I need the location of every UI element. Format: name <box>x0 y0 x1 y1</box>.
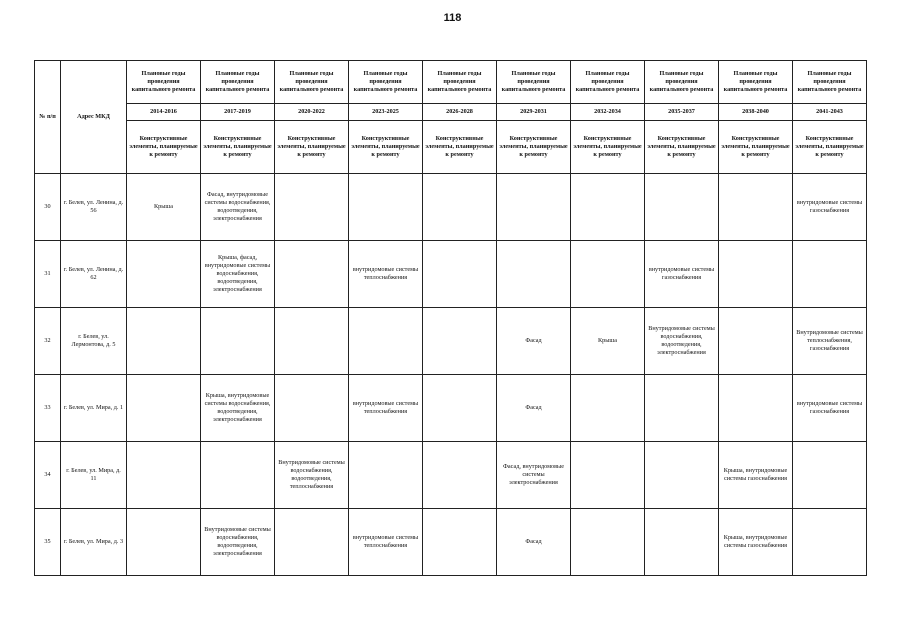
period-header: 2029-2031 <box>497 104 571 121</box>
repair-cell: внутридомовые системы газоснабжения <box>793 174 867 241</box>
repair-cell: внутридомовые системы теплоснабжения <box>349 375 423 442</box>
row-address: г. Белев, ул. Лермонтова, д. 5 <box>61 308 127 375</box>
repair-cell: Крыша <box>571 308 645 375</box>
header-row-planned-years <box>35 61 867 104</box>
repair-cell: Внутридомовые системы водоснабжения, водоотведения, электроснабжения <box>645 308 719 375</box>
elements-header: Конструктивные элементы, планируемые к ремонту <box>349 121 423 174</box>
row-address: г. Белев, ул. Мира, д. 1 <box>61 375 127 442</box>
repair-cell: Внутридомовые системы теплоснабжения, газоснабжения <box>793 308 867 375</box>
row-address: г. Белев, ул. Мира, д. 3 <box>61 509 127 576</box>
repair-cell <box>497 174 571 241</box>
repair-cell <box>719 375 793 442</box>
elements-header: Конструктивные элементы, планируемые к ремонту <box>423 121 497 174</box>
planned-years-header: Плановые годы проведения капитального ремонта <box>275 61 349 104</box>
repair-cell <box>571 442 645 509</box>
repair-cell <box>571 241 645 308</box>
repair-cell <box>423 442 497 509</box>
repair-cell <box>127 308 201 375</box>
repair-cell <box>127 375 201 442</box>
period-header: 2014-2016 <box>127 104 201 121</box>
repair-cell <box>423 509 497 576</box>
repair-cell <box>201 442 275 509</box>
row-number: 31 <box>35 241 61 308</box>
repair-cell: Крыша, внутридомовые системы водоснабжения, водоотведения, электроснабжения <box>201 375 275 442</box>
planned-years-header: Плановые годы проведения капитального ремонта <box>645 61 719 104</box>
repair-cell <box>497 241 571 308</box>
planned-years-header: Плановые годы проведения капитального ремонта <box>497 61 571 104</box>
repair-cell <box>793 241 867 308</box>
elements-header: Конструктивные элементы, планируемые к ремонту <box>201 121 275 174</box>
repair-cell: Крыша, внутридомовые системы газоснабжения <box>719 442 793 509</box>
repair-cell: Крыша, внутридомовые системы газоснабжения <box>719 509 793 576</box>
address-header: Адрес МКД <box>61 61 127 174</box>
num-header: № п/п <box>35 61 61 174</box>
planned-years-header: Плановые годы проведения капитального ремонта <box>793 61 867 104</box>
elements-header: Конструктивные элементы, планируемые к ремонту <box>793 121 867 174</box>
repair-cell <box>793 442 867 509</box>
repair-cell: Крыша <box>127 174 201 241</box>
repair-cell: внутридомовые системы газоснабжения <box>793 375 867 442</box>
repair-cell <box>423 174 497 241</box>
elements-header: Конструктивные элементы, планируемые к ремонту <box>719 121 793 174</box>
repair-cell: Фасад <box>497 308 571 375</box>
page-number: 118 <box>443 12 462 24</box>
repair-cell <box>423 308 497 375</box>
row-number: 34 <box>35 442 61 509</box>
row-number: 30 <box>35 174 61 241</box>
period-header: 2041-2043 <box>793 104 867 121</box>
repair-cell <box>645 442 719 509</box>
table-row <box>35 509 867 576</box>
repair-cell <box>719 308 793 375</box>
period-header: 2020-2022 <box>275 104 349 121</box>
repair-cell: Внутридомовые системы водоснабжения, водоотведения, теплоснабжения <box>275 442 349 509</box>
planned-years-header: Плановые годы проведения капитального ремонта <box>571 61 645 104</box>
row-address: г. Белев, ул. Ленина, д. 56 <box>61 174 127 241</box>
repair-cell: внутридомовые системы теплоснабжения <box>349 509 423 576</box>
period-header: 2023-2025 <box>349 104 423 121</box>
period-header: 2035-2037 <box>645 104 719 121</box>
elements-header: Конструктивные элементы, планируемые к ремонту <box>127 121 201 174</box>
repair-cell <box>275 375 349 442</box>
planned-years-header: Плановые годы проведения капитального ремонта <box>201 61 275 104</box>
repair-cell <box>571 509 645 576</box>
planned-years-header: Плановые годы проведения капитального ремонта <box>719 61 793 104</box>
table-row <box>35 308 867 375</box>
header-row-periods <box>35 104 867 121</box>
repair-cell <box>423 241 497 308</box>
elements-header: Конструктивные элементы, планируемые к ремонту <box>275 121 349 174</box>
planned-years-header: Плановые годы проведения капитального ремонта <box>423 61 497 104</box>
repair-cell <box>571 174 645 241</box>
repair-cell <box>793 509 867 576</box>
repair-cell <box>275 174 349 241</box>
repair-cell <box>275 308 349 375</box>
row-number: 32 <box>35 308 61 375</box>
repair-cell: внутридомовые системы теплоснабжения <box>349 241 423 308</box>
repair-cell <box>275 509 349 576</box>
repair-cell <box>645 375 719 442</box>
repair-cell <box>423 375 497 442</box>
elements-header: Конструктивные элементы, планируемые к ремонту <box>497 121 571 174</box>
period-header: 2017-2019 <box>201 104 275 121</box>
repair-cell <box>127 241 201 308</box>
repair-cell <box>275 241 349 308</box>
repair-cell <box>719 174 793 241</box>
table-row <box>35 442 867 509</box>
header-row-elements <box>35 121 867 174</box>
repair-cell: внутридомовые системы газоснабжения <box>645 241 719 308</box>
repair-cell <box>127 442 201 509</box>
repair-cell <box>571 375 645 442</box>
repair-cell: Фасад, внутридомовые системы электроснабжения <box>497 442 571 509</box>
row-address: г. Белев, ул. Ленина, д. 62 <box>61 241 127 308</box>
repair-cell <box>201 308 275 375</box>
repair-cell <box>349 174 423 241</box>
repair-cell: Внутридомовые системы водоснабжения, водоотведения, электроснабжения <box>201 509 275 576</box>
period-header: 2038-2040 <box>719 104 793 121</box>
row-address: г. Белев, ул. Мира, д. 11 <box>61 442 127 509</box>
table-row <box>35 375 867 442</box>
repair-cell <box>719 241 793 308</box>
period-header: 2032-2034 <box>571 104 645 121</box>
repair-cell <box>349 442 423 509</box>
row-number: 33 <box>35 375 61 442</box>
repair-cell <box>645 509 719 576</box>
repair-cell: Фасад <box>497 375 571 442</box>
row-number: 35 <box>35 509 61 576</box>
repair-cell <box>645 174 719 241</box>
table-row <box>35 174 867 241</box>
period-header: 2026-2028 <box>423 104 497 121</box>
repair-cell: Фасад <box>497 509 571 576</box>
capital-repair-table <box>34 60 867 576</box>
planned-years-header: Плановые годы проведения капитального ремонта <box>127 61 201 104</box>
table-row <box>35 241 867 308</box>
repair-cell <box>127 509 201 576</box>
repair-cell: Крыша, фасад, внутридомовые системы водоснабжения, водоотведения, электроснабжения <box>201 241 275 308</box>
repair-cell: Фасад, внутридомовые системы водоснабжения, водоотведения, электроснабжения <box>201 174 275 241</box>
elements-header: Конструктивные элементы, планируемые к ремонту <box>571 121 645 174</box>
repair-cell <box>349 308 423 375</box>
planned-years-header: Плановые годы проведения капитального ремонта <box>349 61 423 104</box>
elements-header: Конструктивные элементы, планируемые к ремонту <box>645 121 719 174</box>
